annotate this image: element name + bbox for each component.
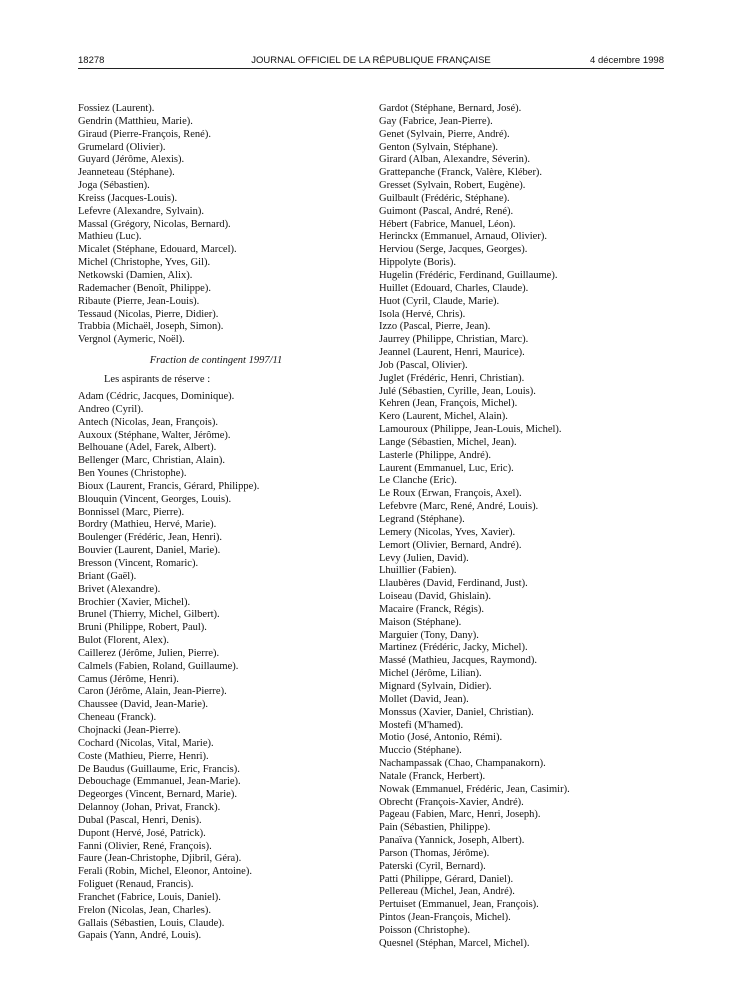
name-entry: Fanni (Olivier, René, François).	[78, 840, 212, 852]
name-entry: Lhuillier (Fabien).	[379, 565, 457, 577]
name-entry: Guilbault (Frédéric, Stéphane).	[379, 192, 510, 204]
name-entry: Le Clanche (Eric).	[379, 475, 457, 487]
name-entry: Gresset (Sylvain, Robert, Eugène).	[379, 180, 526, 192]
name-entry: Lasterle (Philippe, André).	[379, 449, 491, 461]
name-entry: Briant (Gaël).	[78, 570, 137, 582]
name-entry: Cheneau (Franck).	[78, 712, 157, 724]
name-entry: Lemery (Nicolas, Yves, Xavier).	[379, 526, 516, 538]
name-entry: Girard (Alban, Alexandre, Séverin).	[379, 154, 531, 166]
name-entry: Gay (Fabrice, Jean-Pierre).	[379, 115, 493, 127]
name-entry: Gallais (Sébastien, Louis, Claude).	[78, 917, 225, 929]
name-entry: Grumelard (Olivier).	[78, 141, 166, 153]
name-entry: Bruni (Philippe, Robert, Paul).	[78, 622, 207, 634]
name-entry: Massal (Grégory, Nicolas, Bernard).	[78, 218, 231, 230]
issue-date: 4 décembre 1998	[590, 55, 664, 66]
name-entry: Lange (Sébastien, Michel, Jean).	[379, 436, 517, 448]
name-entry: Obrecht (François-Xavier, André).	[379, 796, 524, 808]
name-entry: Bonnissel (Marc, Pierre).	[78, 506, 185, 518]
name-entry: Degeorges (Vincent, Bernard, Marie).	[78, 789, 237, 801]
name-entry: Mostefi (M'hamed).	[379, 719, 464, 731]
name-entry: Pageau (Fabien, Marc, Henri, Joseph).	[379, 809, 541, 821]
name-entry: Genet (Sylvain, Pierre, André).	[379, 128, 510, 140]
name-entry: Kero (Laurent, Michel, Alain).	[379, 411, 508, 423]
name-entry: Laurent (Emmanuel, Luc, Eric).	[379, 462, 514, 474]
name-entry: Lefebvre (Marc, René, André, Louis).	[379, 501, 539, 513]
name-entry: Foliguet (Renaud, Francis).	[78, 879, 194, 891]
name-entry: Levy (Julien, David).	[379, 552, 469, 564]
header-rule	[78, 68, 664, 69]
name-entry: Camus (Jérôme, Henri).	[78, 673, 179, 685]
name-entry: Giraud (Pierre-François, René).	[78, 128, 211, 140]
name-entry: Ribaute (Pierre, Jean-Louis).	[78, 295, 200, 307]
name-entry: Mignard (Sylvain, Didier).	[379, 680, 492, 692]
name-entry: Brochier (Xavier, Michel).	[78, 596, 191, 608]
name-entry: Bouvier (Laurent, Daniel, Marie).	[78, 545, 221, 557]
name-entry: Bordry (Mathieu, Hervé, Marie).	[78, 519, 217, 531]
name-entry: Brivet (Alexandre).	[78, 583, 161, 595]
name-entry: Patti (Philippe, Gérard, Daniel).	[379, 873, 514, 885]
name-entry: Mathieu (Luc).	[78, 231, 142, 243]
name-entry: Guyard (Jérôme, Alexis).	[78, 154, 185, 166]
name-entry: Tessaud (Nicolas, Pierre, Didier).	[78, 308, 219, 320]
name-entry: Belhouane (Adel, Farek, Albert).	[78, 442, 217, 454]
name-entry: Macaire (Franck, Régis).	[379, 603, 484, 615]
name-entry: Jaurrey (Philippe, Christian, Marc).	[379, 334, 529, 346]
name-entry: Debouchage (Emmanuel, Jean-Marie).	[78, 776, 241, 788]
name-entry: Trabbia (Michaël, Joseph, Simon).	[78, 321, 224, 333]
name-list-right	[379, 103, 669, 951]
name-entry: Nachampassak (Chao, Champanakorn).	[379, 758, 546, 770]
name-list-top	[78, 103, 346, 347]
name-entry: Bulot (Florent, Alex).	[78, 635, 169, 647]
name-entry: Blouquin (Vincent, Georges, Louis).	[78, 493, 232, 505]
name-entry: Adam (Cédric, Jacques, Dominique).	[78, 391, 235, 403]
name-entry: Poisson (Christophe).	[379, 925, 471, 936]
name-entry: Parson (Thomas, Jérôme).	[379, 847, 490, 859]
name-entry: Delannoy (Johan, Privat, Franck).	[78, 802, 221, 814]
name-entry: Caillerez (Jérôme, Julien, Pierre).	[78, 647, 220, 659]
name-entry: Netkowski (Damien, Alix).	[78, 269, 193, 281]
page-number: 18278	[78, 55, 105, 66]
name-entry: Genton (Sylvain, Stéphane).	[379, 141, 498, 153]
name-entry: Pertuiset (Emmanuel, Jean, François).	[379, 899, 539, 911]
name-entry: Lamouroux (Philippe, Jean-Louis, Michel).	[379, 424, 562, 436]
name-entry: Boulenger (Frédéric, Jean, Henri).	[78, 532, 223, 544]
name-entry: Cochard (Nicolas, Vital, Marie).	[78, 737, 214, 749]
name-entry: Gardot (Stéphane, Bernard, José).	[379, 103, 522, 114]
name-entry: Nowak (Emmanuel, Frédéric, Jean, Casimir).	[379, 783, 570, 795]
name-entry: Vergnol (Aymeric, Noël).	[78, 334, 185, 346]
name-entry: Joga (Sébastien).	[78, 180, 150, 192]
name-entry: Caron (Jérôme, Alain, Jean-Pierre).	[78, 686, 227, 698]
name-entry: Chojnacki (Jean-Pierre).	[78, 724, 181, 736]
name-entry: Grattepanche (Franck, Valère, Kléber).	[379, 167, 543, 179]
page-header	[78, 55, 664, 69]
name-entry: Bellenger (Marc, Christian, Alain).	[78, 455, 225, 467]
name-entry: De Baudus (Guillaume, Eric, Francis).	[78, 763, 240, 775]
name-entry: Jeanneteau (Stéphane).	[78, 167, 175, 179]
name-entry: Kreiss (Jacques-Louis).	[78, 192, 178, 204]
name-entry: Coste (Mathieu, Pierre, Henri).	[78, 750, 209, 762]
name-entry: Motio (José, Antonio, Rémi).	[379, 732, 503, 744]
name-entry: Herinckx (Emmanuel, Arnaud, Olivier).	[379, 231, 547, 243]
name-entry: Micalet (Stéphane, Edouard, Marcel).	[78, 244, 237, 256]
name-entry: Loiseau (David, Ghislain).	[379, 591, 491, 603]
name-entry: Llaubères (David, Ferdinand, Just).	[379, 578, 528, 590]
name-entry: Marguier (Tony, Dany).	[379, 629, 479, 641]
name-entry: Ben Younes (Christophe).	[78, 468, 187, 480]
name-entry: Faure (Jean-Christophe, Djibril, Géra).	[78, 853, 242, 865]
name-entry: Pain (Sébastien, Philippe).	[379, 822, 491, 834]
name-entry: Kehren (Jean, François, Michel).	[379, 398, 518, 410]
name-entry: Hippolyte (Boris).	[379, 257, 456, 269]
name-entry: Dupont (Hervé, José, Patrick).	[78, 827, 206, 839]
left-column	[78, 103, 346, 943]
name-entry: Quesnel (Stéphan, Marcel, Michel).	[379, 937, 530, 949]
name-entry: Dubal (Pascal, Henri, Denis).	[78, 814, 202, 826]
name-entry: Maison (Stéphane).	[379, 616, 462, 628]
name-entry: Gendrin (Matthieu, Marie).	[78, 115, 193, 127]
name-entry: Chaussee (David, Jean-Marie).	[78, 699, 209, 711]
name-entry: Huillet (Edouard, Charles, Claude).	[379, 282, 529, 294]
name-entry: Michel (Christophe, Yves, Gil).	[78, 257, 211, 269]
name-entry: Massé (Mathieu, Jacques, Raymond).	[379, 655, 538, 667]
name-entry: Franchet (Fabrice, Louis, Daniel).	[78, 891, 221, 903]
name-entry: Andreo (Cyril).	[78, 403, 144, 415]
section-subtitle: Les aspirants de réserve :	[104, 374, 211, 386]
name-entry: Lefevre (Alexandre, Sylvain).	[78, 205, 204, 217]
name-entry: Isola (Hervé, Chris).	[379, 308, 466, 320]
name-entry: Julé (Sébastien, Cyrille, Jean, Louis).	[379, 385, 536, 397]
name-entry: Huot (Cyril, Claude, Marie).	[379, 295, 500, 307]
name-entry: Paterski (Cyril, Bernard).	[379, 860, 486, 872]
name-entry: Pintos (Jean-François, Michel).	[379, 912, 511, 924]
name-entry: Fossiez (Laurent).	[78, 103, 155, 114]
name-entry: Rademacher (Benoît, Philippe).	[78, 282, 211, 294]
name-entry: Hébert (Fabrice, Manuel, Léon).	[379, 218, 516, 230]
name-entry: Legrand (Stéphane).	[379, 514, 465, 525]
name-entry: Antech (Nicolas, Jean, François).	[78, 416, 218, 428]
name-entry: Izzo (Pascal, Pierre, Jean).	[379, 321, 491, 333]
name-entry: Gapais (Yann, André, Louis).	[78, 930, 202, 942]
name-entry: Mollet (David, Jean).	[379, 693, 469, 705]
name-entry: Hugelin (Frédéric, Ferdinand, Guillaume).	[379, 269, 558, 281]
name-entry: Lemort (Olivier, Bernard, André).	[379, 539, 522, 551]
name-entry: Panaïva (Yannick, Joseph, Albert).	[379, 835, 525, 847]
name-entry: Le Roux (Erwan, François, Axel).	[379, 488, 522, 500]
name-list-bottom	[78, 391, 346, 943]
name-entry: Guimont (Pascal, André, René).	[379, 205, 514, 217]
name-entry: Jeannel (Laurent, Henri, Maurice).	[379, 347, 525, 359]
name-entry: Bresson (Vincent, Romaric).	[78, 558, 199, 569]
section-title: Fraction de contingent 1997/11	[149, 355, 283, 367]
name-entry: Calmels (Fabien, Roland, Guillaume).	[78, 660, 239, 672]
name-entry: Pellereau (Michel, Jean, André).	[379, 886, 515, 898]
name-entry: Brunel (Thierry, Michel, Gilbert).	[78, 609, 220, 621]
name-entry: Herviou (Serge, Jacques, Georges).	[379, 244, 528, 256]
name-entry: Juglet (Frédéric, Henri, Christian).	[379, 372, 525, 384]
name-entry: Ferali (Robin, Michel, Eleonor, Antoine).	[78, 866, 252, 878]
right-column	[379, 103, 669, 951]
name-entry: Michel (Jérôme, Lilian).	[379, 668, 482, 680]
journal-title: JOURNAL OFFICIEL DE LA RÉPUBLIQUE FRANÇAISE	[251, 55, 491, 66]
name-entry: Muccio (Stéphane).	[379, 745, 462, 757]
name-entry: Martinez (Frédéric, Jacky, Michel).	[379, 642, 528, 654]
name-entry: Auxoux (Stéphane, Walter, Jérôme).	[78, 429, 231, 441]
name-entry: Frelon (Nicolas, Jean, Charles).	[78, 904, 211, 916]
name-entry: Job (Pascal, Olivier).	[379, 359, 468, 371]
name-entry: Natale (Franck, Herbert).	[379, 770, 486, 782]
name-entry: Bioux (Laurent, Francis, Gérard, Philippe).	[78, 480, 260, 492]
name-entry: Monssus (Xavier, Daniel, Christian).	[379, 706, 534, 718]
